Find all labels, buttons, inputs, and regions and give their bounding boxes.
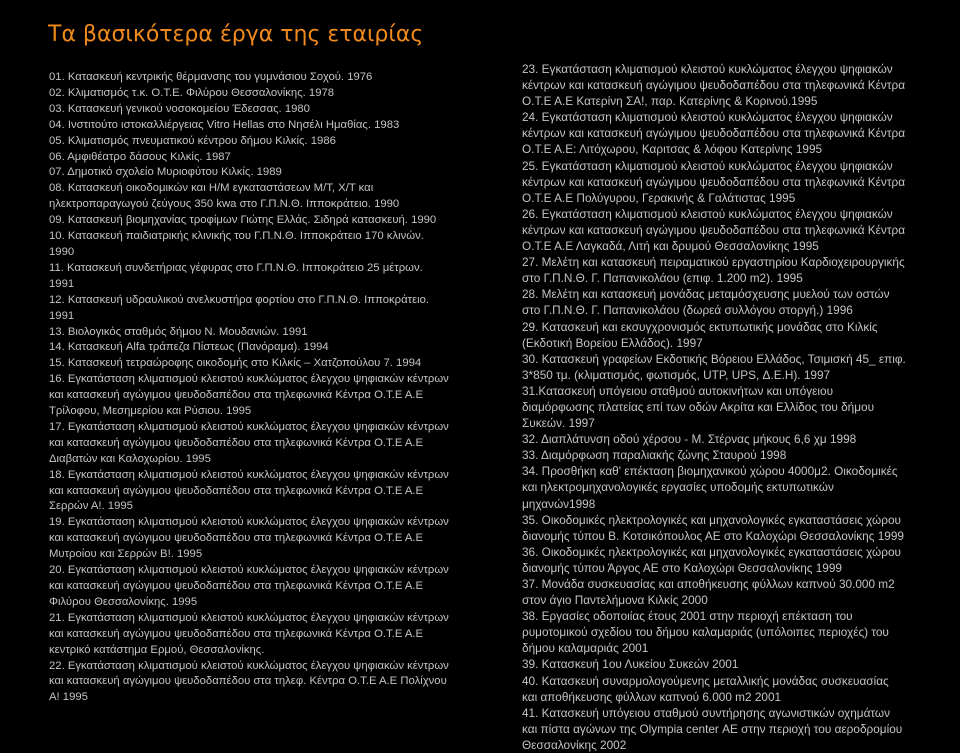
page-title: Τα βασικότερα έργα της εταιρίας [48, 22, 424, 47]
project-entry: 23. Εγκατάσταση κλιματισμού κλειστού κυκλώματος έλεγχου ψηφιακών κέντρων και κατασκευή αγώγιμου ψευδοδαπέδου στα τηλεφωνικά Κέντρα Ο.Τ.Ε Α.Ε Κατερίνη ΣΑ!, παρ. Κατερίνης & Κορινού.1995 [522, 62, 906, 109]
projects-list-right [522, 61, 907, 753]
project-entry: 38. Εργασίες οδοποιίας έτους 2001 στην περιοχή επέκταση του ρυμοτομικού σχεδίου του δήμου καλαμαριάς (υπόλοιπες περιοχές) του δήμου καλαμαριάς 2001 [522, 609, 889, 656]
project-entry: 35. Οικοδομικές ηλεκτρολογικές και μηχανολογικές εγκαταστάσεις χώρου διανομής τύπου Β. Κοτσικόπουλος ΑΕ στο Καλοχώρι Θεσσαλονίκης 1999 [522, 512, 904, 543]
project-entry: 06. Αμφιθέατρο δάσους Κιλκίς. 1987 [49, 150, 231, 163]
project-entry: 03. Κατασκευή γενικού νοσοκομείου Έδεσσας. 1980 [49, 102, 310, 115]
project-entry: 12. Κατασκευή υδραυλικού ανελκυστήρα φορτίου στο Γ.Π.Ν.Θ. Ιπποκράτειο. 1991 [49, 293, 430, 322]
project-entry: 20. Εγκατάσταση κλιματισμού κλειστού κυκλώματος έλεγχου ψηφιακών κέντρων και κατασκευή αγώγιμου ψευδοδαπέδου στα τηλεφωνικά Κέντρα Ο.Τ.Ε Α.Ε Φιλύρου Θεσσαλονίκης. 1995 [49, 564, 449, 608]
project-entry: 32. Διαπλάτυνση οδού χέρσου - Μ. Στέρνας μήκους 6,6 χμ 1998 [522, 432, 857, 447]
project-entry: 17. Εγκατάσταση κλιματισμού κλειστού κυκλώματος έλεγχου ψηφιακών κέντρων και κατασκευή αγώγιμου ψευδοδαπέδου στα τηλεφωνικά Κέντρα Ο.Τ.Ε Α.Ε Διαβατών και Καλοχωρίου. 1995 [49, 420, 449, 465]
project-entry: 29. Κατασκευή και εκσυγχρονισμός εκτυπωτικής μονάδας στο Κιλκίς (Εκδοτική Βορείου Ελλάδος). 1997 [522, 319, 878, 350]
project-entry: 05. Κλιματισμός πνευματικού κέντρου δήμου Κιλκίς. 1986 [49, 134, 336, 147]
project-entry: 10. Κατασκευή παιδιατρικής κλινικής του Γ.Π.Ν.Θ. Ιπποκράτειο 170 κλινών. 1990 [49, 230, 424, 258]
project-entry: 39. Κατασκευή 1ου Λυκείου Συκεών 2001 [522, 657, 739, 672]
project-entry: 25. Εγκατάσταση κλιματισμού κλειστού κυκλώματος έλεγχου ψηφιακών κέντρων και κατασκευή αγώγιμου ψευδοδαπέδου στα τηλεφωνικά Κέντρα Ο.Τ.Ε Α.Ε Πολύγυρου, Γερακινής & Γαλάτιστας 1995 [522, 158, 906, 205]
project-entry: 22. Εγκατάσταση κλιματισμού κλειστού κυκλώματος έλεγχου ψηφιακών κέντρων και κατασκευή αγώγιμου ψευδοδαπέδου στα τηλεφ. Κέντρα Ο.Τ.Ε Α.Ε Πολίχνου Α! 1995 [49, 659, 449, 704]
project-entry: 16. Εγκατάσταση κλιματισμού κλειστού κυκλώματος έλεγχου ψηφιακών κέντρων και κατασκευή αγώγιμου ψευδοδαπέδου στα τηλεφωνικά Κέντρα Ο.Τ.Ε Α.Ε Τρίλοφου, Μεσημερίου και Ρύσιου. 1995 [49, 373, 449, 418]
project-entry: 27. Μελέτη και κατασκευή πειραματικού εργαστηρίου Καρδιοχειρουργικής στο Γ.Π.Ν.Θ. Γ. Παπανικολάου (επιφ. 1.200 m2). 1995 [522, 255, 905, 286]
project-entry: 14. Κατασκευή Alfa τράπεζα Πίστεως (Πανόραμα). 1994 [49, 341, 329, 354]
project-entry: 13. Βιολογικός σταθμός δήμου Ν. Μουδανιών. 1991 [49, 325, 308, 338]
project-entry: 01. Κατασκευή κεντρικής θέρμανσης του γυμνάσιου Σοχού. 1976 [49, 71, 373, 83]
project-entry: 09. Κατασκευή βιομηχανίας τροφίμων Γιώτης Ελλάς. Σιδηρά κατασκευή. 1990 [49, 214, 437, 227]
project-entry: 40. Κατασκευή συναρμολογούμενης μεταλλικής μονάδας συσκευασίας και αποθήκευσης φύλλων καπνού 6.000 m2 2001 [522, 673, 889, 704]
project-entry: 18. Εγκατάσταση κλιματισμού κλειστού κυκλώματος έλεγχου ψηφιακών κέντρων και κατασκευή αγώγιμου ψευδοδαπέδου στα τηλεφωνικά Κέντρα Ο.Τ.Ε Α.Ε Σερρών Α!. 1995 [49, 468, 449, 513]
project-entry: 30. Κατασκευή γραφείων Εκδοτικής Βόρειου Ελλάδος, Τσιμισκή 45_ επιφ. 3*850 τμ. (κλιματισμός, φωτισμός, UTP, UPS, Δ.Ε.Η). 1997 [522, 351, 906, 382]
project-entry: 28. Μελέτη και κατασκευή μονάδας μεταμόσχευσης μυελού των οστών στο Γ.Π.Ν.Θ. Γ. Παπανικολάου (δωρεά συλλόγου στοργή.) 1996 [522, 287, 890, 318]
project-entry: 34. Προσθήκη καθ' επέκταση βιομηχανικού χώρου 4000μ2. Οικοδομικές και ηλεκτρομηχανολογικές εργασίες υποδομής εκτυπωτικών μηχανών1998 [522, 464, 898, 511]
project-entry: 36. Οικοδομικές ηλεκτρολογικές και μηχανολογικές εγκαταστάσεις χώρου διανομής τύπου Άργος ΑΕ στο Καλοχώρι Θεσσαλονίκης 1999 [522, 544, 901, 575]
project-entry: 41. Κατασκευή υπόγειου σταθμού συντήρησης αγωνιστικών οχημάτων και πίστα αγώνων της Olympia center ΑΕ στην περιοχή του αεροδρομίου Θεσσαλονίκης 2002 [522, 705, 903, 752]
project-entry: 15. Κατασκευή τετραώροφης οικοδομής στο Κιλκίς – Χατζοπούλου 7. 1994 [49, 357, 422, 370]
project-entry: 33. Διαμόρφωση παραλιακής ζώνης Σταυρού 1998 [522, 448, 787, 463]
project-entry: 07. Δημοτικό σχολείο Μυριοφύτου Κιλκίς. 1989 [49, 166, 282, 179]
project-entry: 37. Μονάδα συσκευασίας και αποθήκευσης φύλλων καπνού 30.000 m2 στον άγιο Παντελήμονα Κιλκίς 2000 [522, 577, 895, 608]
project-entry: 31.Κατασκευή υπόγειου σταθμού αυτοκινήτων και υπόγειου διαμόρφωσης πλατείας επί των οδών Ακρίτα και Ελλίδος του δήμου Συκεών. 1997 [522, 383, 875, 431]
project-entry: 19. Εγκατάσταση κλιματισμού κλειστού κυκλώματος έλεγχου ψηφιακών κέντρων και κατασκευή αγώγιμου ψευδοδαπέδου στα τηλεφωνικά Κέντρα Ο.Τ.Ε Α.Ε Μυτροίου και Σερρών Β!. 1995 [49, 516, 449, 561]
project-entry: 08. Κατασκευή οικοδομικών και Η/Μ εγκαταστάσεων Μ/Τ, Χ/Τ και ηλεκτροπαραγωγού ζεύγους 350 kwa στο Γ.Π.Ν.Θ. Ιπποκράτειο. 1990 [49, 182, 400, 211]
project-entry: 24. Εγκατάσταση κλιματισμού κλειστού κυκλώματος έλεγχου ψηφιακών κέντρων και κατασκευή αγώγιμου ψευδοδαπέδου στα τηλεφωνικά Κέντρα Ο.Τ.Ε Α.Ε: Λιτόχωρου, Καριτσας & λόφου Κατερίνης 1995 [522, 110, 906, 157]
project-entry: 04. Ινστιτούτο ιστοκαλλιέργειας Vitro Hellas στο Νησέλι Ημαθίας. 1983 [49, 118, 400, 131]
projects-list-left [49, 70, 449, 706]
project-entry: 21. Εγκατάσταση κλιματισμού κλειστού κυκλώματος έλεγχου ψηφιακών κέντρων και κατασκευή αγώγιμου ψευδοδαπέδου στα τηλεφωνικά Κέντρα Ο.Τ.Ε Α.Ε κεντρικό κατάστημα Ερμού, Θεσσαλονίκης. [49, 611, 449, 656]
project-entry: 26. Εγκατάσταση κλιματισμού κλειστού κυκλώματος έλεγχου ψηφιακών κέντρων και κατασκευή αγώγιμου ψευδοδαπέδου στα τηλεφωνικά Κέντρα Ο.Τ.Ε Α.Ε Λαγκαδά, Λιτή και δρυμού Θεσσαλονίκης 1995 [522, 206, 906, 254]
project-entry: 11. Κατασκευή συνδετήριας γέφυρας στο Γ.Π.Ν.Θ. Ιπποκράτειο 25 μέτρων. 1991 [49, 261, 423, 290]
project-entry: 02. Κλιματισμός τ.κ. Ο.Τ.Ε. Φιλύρου Θεσσαλονίκης. 1978 [49, 86, 335, 99]
